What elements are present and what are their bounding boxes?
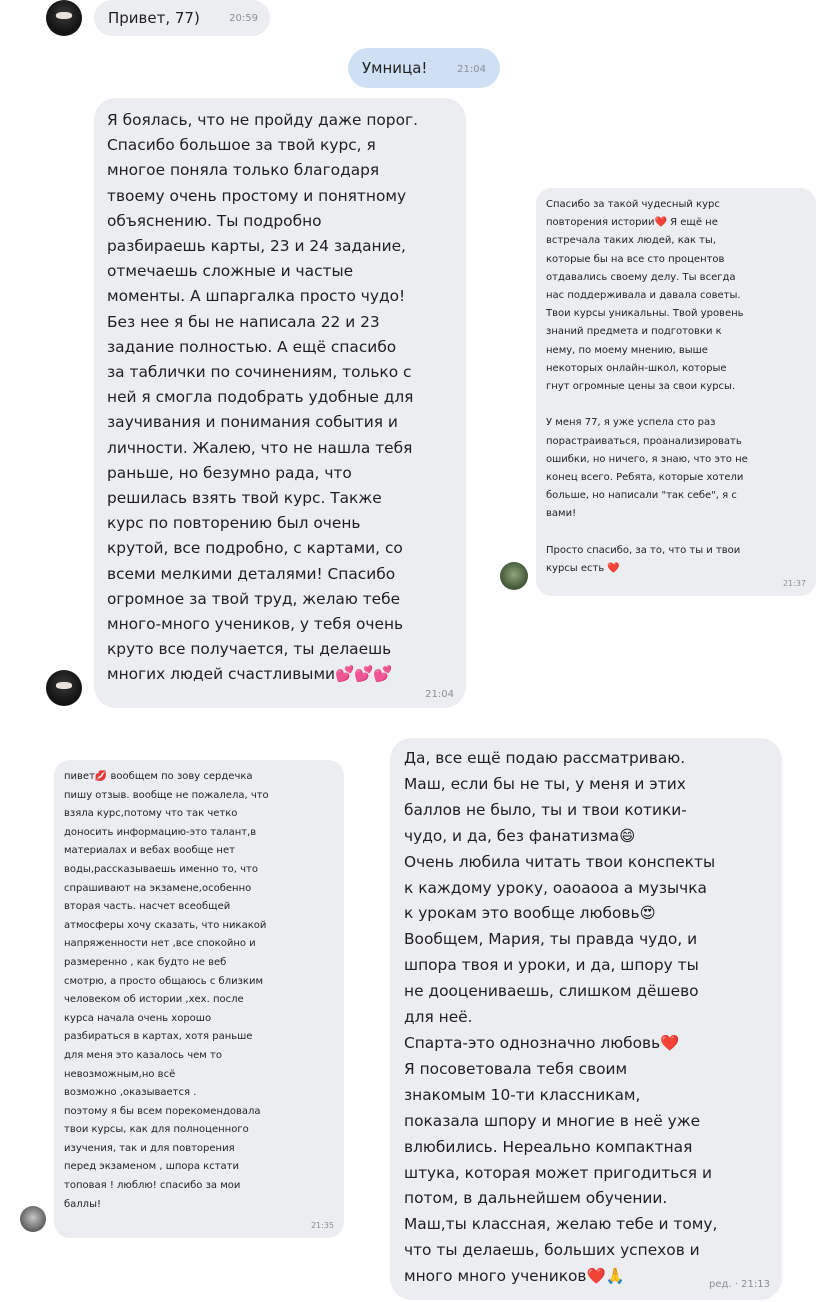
sender-avatar[interactable]: [500, 562, 528, 590]
message-text: Я боялась, что не пройду даже порог. Спасибо большое за твой курс, я многое поняла только благодаря твоему очень простому и понятному объяснению. Ты подробно разбираешь карты, 23 и 24 задание, отмечаешь сложные и частые моменты. А шпаргалка просто чудо! Без нее я бы не написала 22 и 23 задание полностью. А ещё спасибо за таблички по сочинениям, только с ней я смогла подобрать удобные для заучивания и понимания события и личности. Жалею, что не нашла тебя раньше, но безумно рада, что решилась взять твой курс. Также курс по повторению был очень крутой, все подробно, с картами, со всеми мелкими деталями! Спасибо огромное за твой труд, желаю тебе много-много учеников, у тебя очень круто все получается, ты делаешь многих людей счастливыми💕💕💕: [107, 111, 418, 684]
message-bubble[interactable]: [94, 0, 270, 36]
message-bubble[interactable]: [54, 760, 344, 1238]
message-text: Да, все ещё подаю рассматриваю. Маш, если бы не ты, у меня и этих баллов не было, ты и твои котики- чудо, и да, без фанатизма😄 Очень любила читать твои конспекты к каждому уроку, оаоаооа а музычка к урокам это вообще любовь😍 Вообщем, Мария, ты правда чудо, и шпора твоя и уроки, и да, шпору ты не дооцениваешь, слишком дёшево для неё. Спарта-это однозначно любовь❤️ Я посоветовала тебя своим знакомым 10-ти классникам, показала шпору и многие в неё уже влюбились. Нереально компактная штука, которая может пригодиться и потом, в дальнейшем обучении. Маш,ты классная, желаю тебе и тому, что ты делаешь, больших успехов и много много учеников❤️🙏: [404, 749, 718, 1286]
message-text: Спасибо за такой чудесный курс повторения истории❤️ Я ещё не встречала таких людей, как ты, которые бы на все сто процентов отдавались своему делу. Ты всегда нас поддерживала и давала советы. Твои курсы уникальны. Твой уровень знаний предмета и подготовки к нему, по моему мнению, выше некоторых онлайн-школ, которые гнут огромные цены за свои курсы. У меня 77, я уже успела сто раз порастраиваться, проанализировать ошибки, но ничего, я знаю, что это не конец всего. Ребята, которые хотели больше, но написали "так себе", я с вами! Просто спасибо, за то, что ты и твои курсы есть ❤️: [546, 199, 748, 575]
message-text: Умница!: [362, 59, 428, 77]
sender-avatar[interactable]: [46, 670, 82, 706]
message-time: 21:04: [425, 689, 454, 700]
message-bubble[interactable]: [390, 738, 782, 1300]
message-time: 21:37: [782, 579, 806, 588]
sender-avatar[interactable]: [20, 1206, 46, 1232]
message-time: 21:35: [310, 1221, 334, 1230]
message-text: Привет, 77): [108, 9, 200, 27]
message-bubble[interactable]: [94, 98, 466, 708]
message-time: ред. · 21:13: [709, 1279, 770, 1290]
message-time: 20:59: [229, 13, 258, 24]
message-time: 21:04: [457, 64, 486, 75]
message-bubble[interactable]: [348, 48, 500, 88]
message-text: пивет💋 вообщем по зову сердечка пишу отзыв. вообще не пожалела, что взяла курс,потому что так четко доносить информацию-это талант,в материалах и вебах вообще нет воды,рассказываешь именно то, что спрашивают на экзамене,особенно вторая часть. насчет всеобщей атмосферы хочу сказать, что никакой напряженности нет ,все спокойно и размеренно , как будто не веб смотрю, а просто общаюсь с близким человеком об истории ,хех. после курса начала очень хорошо разбираться в картах, хотя раньше для меня это казалось чем то невозможным,но всё возможно ,оказывается . поэтому я бы всем порекомендовала твои курсы, как для полноценного изучения, так и для повторения перед экзаменом , шпора кстати топовая ! люблю! спасибо за мои баллы!: [64, 771, 269, 1210]
message-bubble[interactable]: [536, 188, 816, 596]
sender-avatar[interactable]: [46, 0, 82, 36]
